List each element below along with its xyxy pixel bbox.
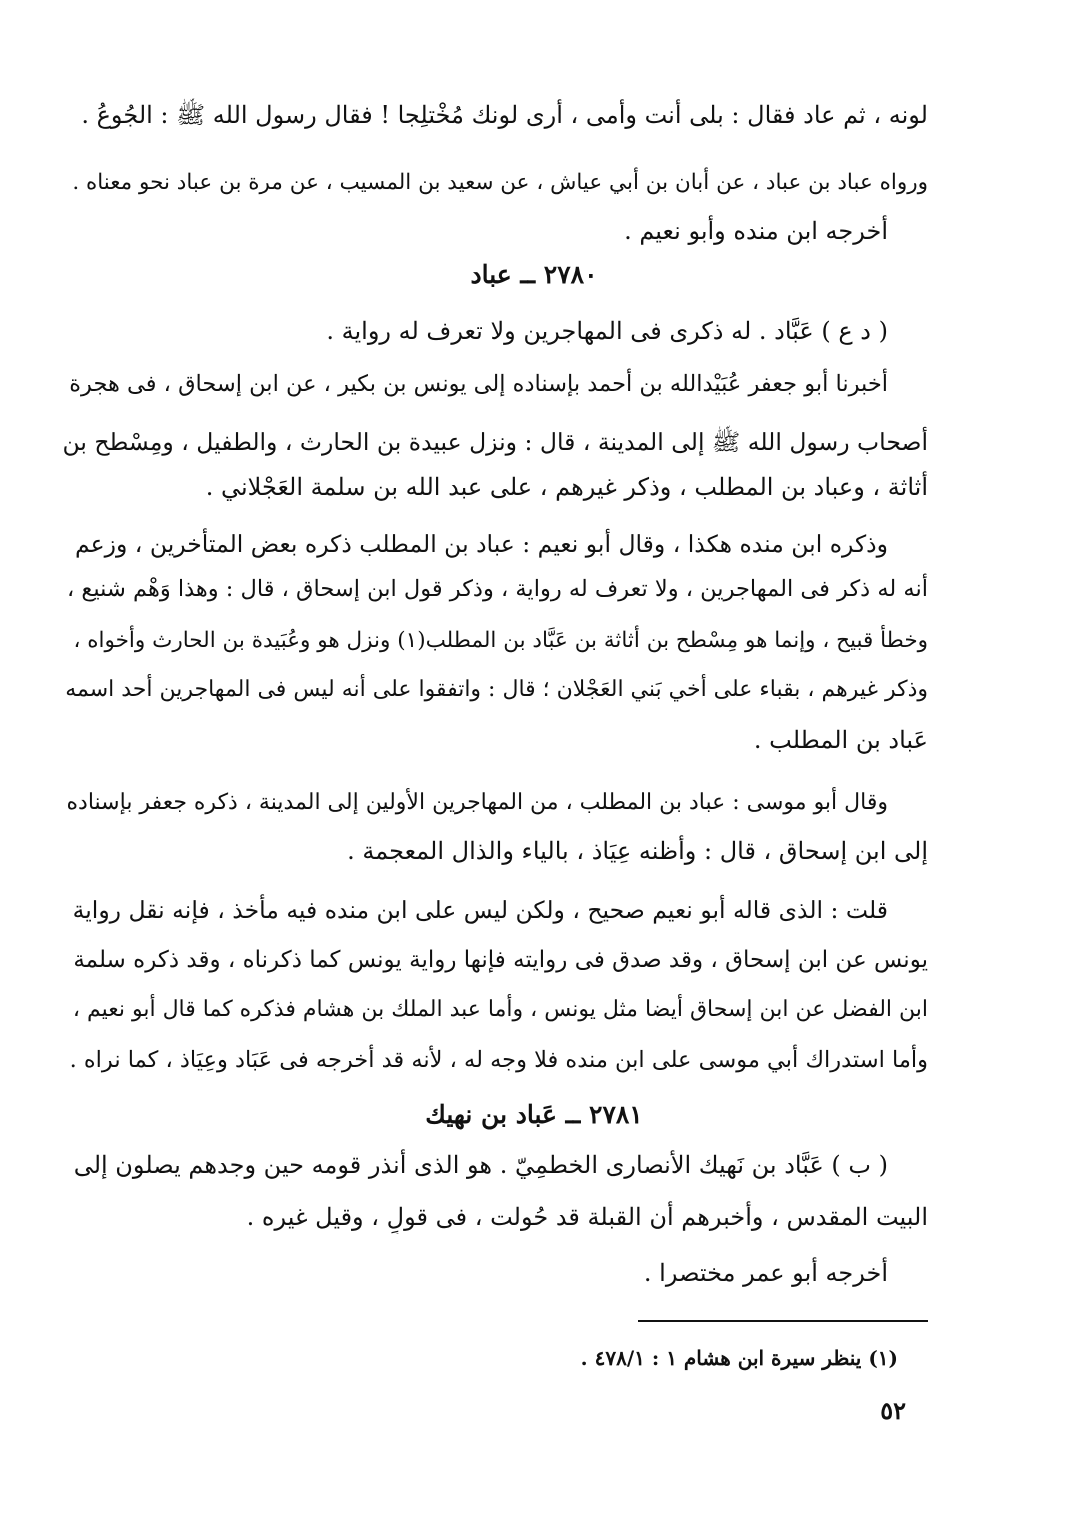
text-line: وخطأ قبيح ، وإنما هو مِسْطح بن أثاثة بن عَبَّاد بن المطلب(١) ونزل هو وعُبَيدة بن الحارث وأخواه ، [73,628,928,653]
text-line: أخرجه ابن منده وأبو نعيم . [624,217,888,245]
entry-heading: ٢٧٨٠ ــ عباد [470,260,598,289]
footnote: (١) ينظر سيرة ابن هشام ١ : ٤٧٨/١ . [580,1346,898,1370]
text-line: أصحاب رسول الله ﷺ إلى المدينة ، قال : ونزل عبيدة بن الحارث ، والطفيل ، ومِسْطح بن [62,428,928,456]
footnote-divider [638,1320,928,1322]
text-line: لونه ، ثم عاد فقال : بلى أنت وأمى ، أرى لونك مُخْتلِجا ! فقال رسول الله ﷺ : الجُوعُ . [81,101,928,129]
text-line: قلت : الذى قاله أبو نعيم صحيح ، ولكن ليس على ابن منده فيه مأخذ ، فإنه نقل رواية [72,896,888,924]
text-line: ( د ع ) عَبَّاد . له ذكرى فى المهاجرين ولا تعرف له رواية . [326,317,888,345]
text-line: أخبرنا أبو جعفر عُبَيْدالله بن أحمد بإسناده إلى يونس بن بكير ، عن ابن إسحاق ، فى هجرة [69,371,888,397]
text-line: وأما استدراك أبي موسى على ابن منده فلا وجه له ، لأنه قد أخرجه فى عَبَاد وعِيَاذ ، كما نراه . [69,1047,928,1073]
text-line: يونس عن ابن إسحاق ، وقد صدق فى روايته فإنها رواية يونس كما ذكرناه ، وقد ذكره سلمة [73,947,928,973]
text-line: أخرجه أبو عمر مختصرا . [643,1259,888,1287]
text-line: أثاثة ، وعباد بن المطلب ، وذكر غيرهم ، على عبد الله بن سلمة العَجْلاني . [205,473,928,501]
text-line: ( ب ) عَبَّاد بن نَهيك الأنصارى الخطمِيّ . هو الذى أنذر قومه حين وجدهم يصلون إلى [73,1151,888,1179]
text-line: البيت المقدس ، وأخبرهم أن القبلة قد حُولت ، فى قولٍ ، وقيل غيره . [246,1203,928,1231]
text-line: وذكره ابن منده هكذا ، وقال أبو نعيم : عباد بن المطلب ذكره بعض المتأخرين ، وزعم [74,530,888,558]
text-line: وذكر غيرهم ، بقباء على أخي بَني العَجْلان ؛ قال : واتفقوا على أنه ليس فى المهاجرين أحد اسمه [65,677,928,702]
entry-heading: ٢٧٨١ ــ عَباد بن نهيك [425,1100,643,1129]
page-number: ٥٢ [880,1396,906,1425]
text-line: ابن الفضل عن ابن إسحاق أيضا مثل يونس ، وأما عبد الملك بن هشام فذكره كما قال أبو نعيم ، [72,997,928,1022]
text-line: ورواه عباد بن عباد ، عن أبان بن أبي عياش ، عن سعيد بن المسيب ، عن مرة بن عباد نحو معناه . [72,170,928,195]
text-line: وقال أبو موسى : عباد بن المطلب ، من المهاجرين الأولين إلى المدينة ، ذكره جعفر بإسناده [66,790,888,815]
text-line: عَباد بن المطلب . [753,726,928,754]
text-line: إلى ابن إسحاق ، قال : وأظنه عِيَاذ ، بالياء والذال المعجمة . [347,837,928,865]
text-line: أنه له ذكر فى المهاجرين ، ولا تعرف له رواية ، وذكر قول ابن إسحاق ، قال : وهذا وَهْم شنيع ، [67,576,928,602]
